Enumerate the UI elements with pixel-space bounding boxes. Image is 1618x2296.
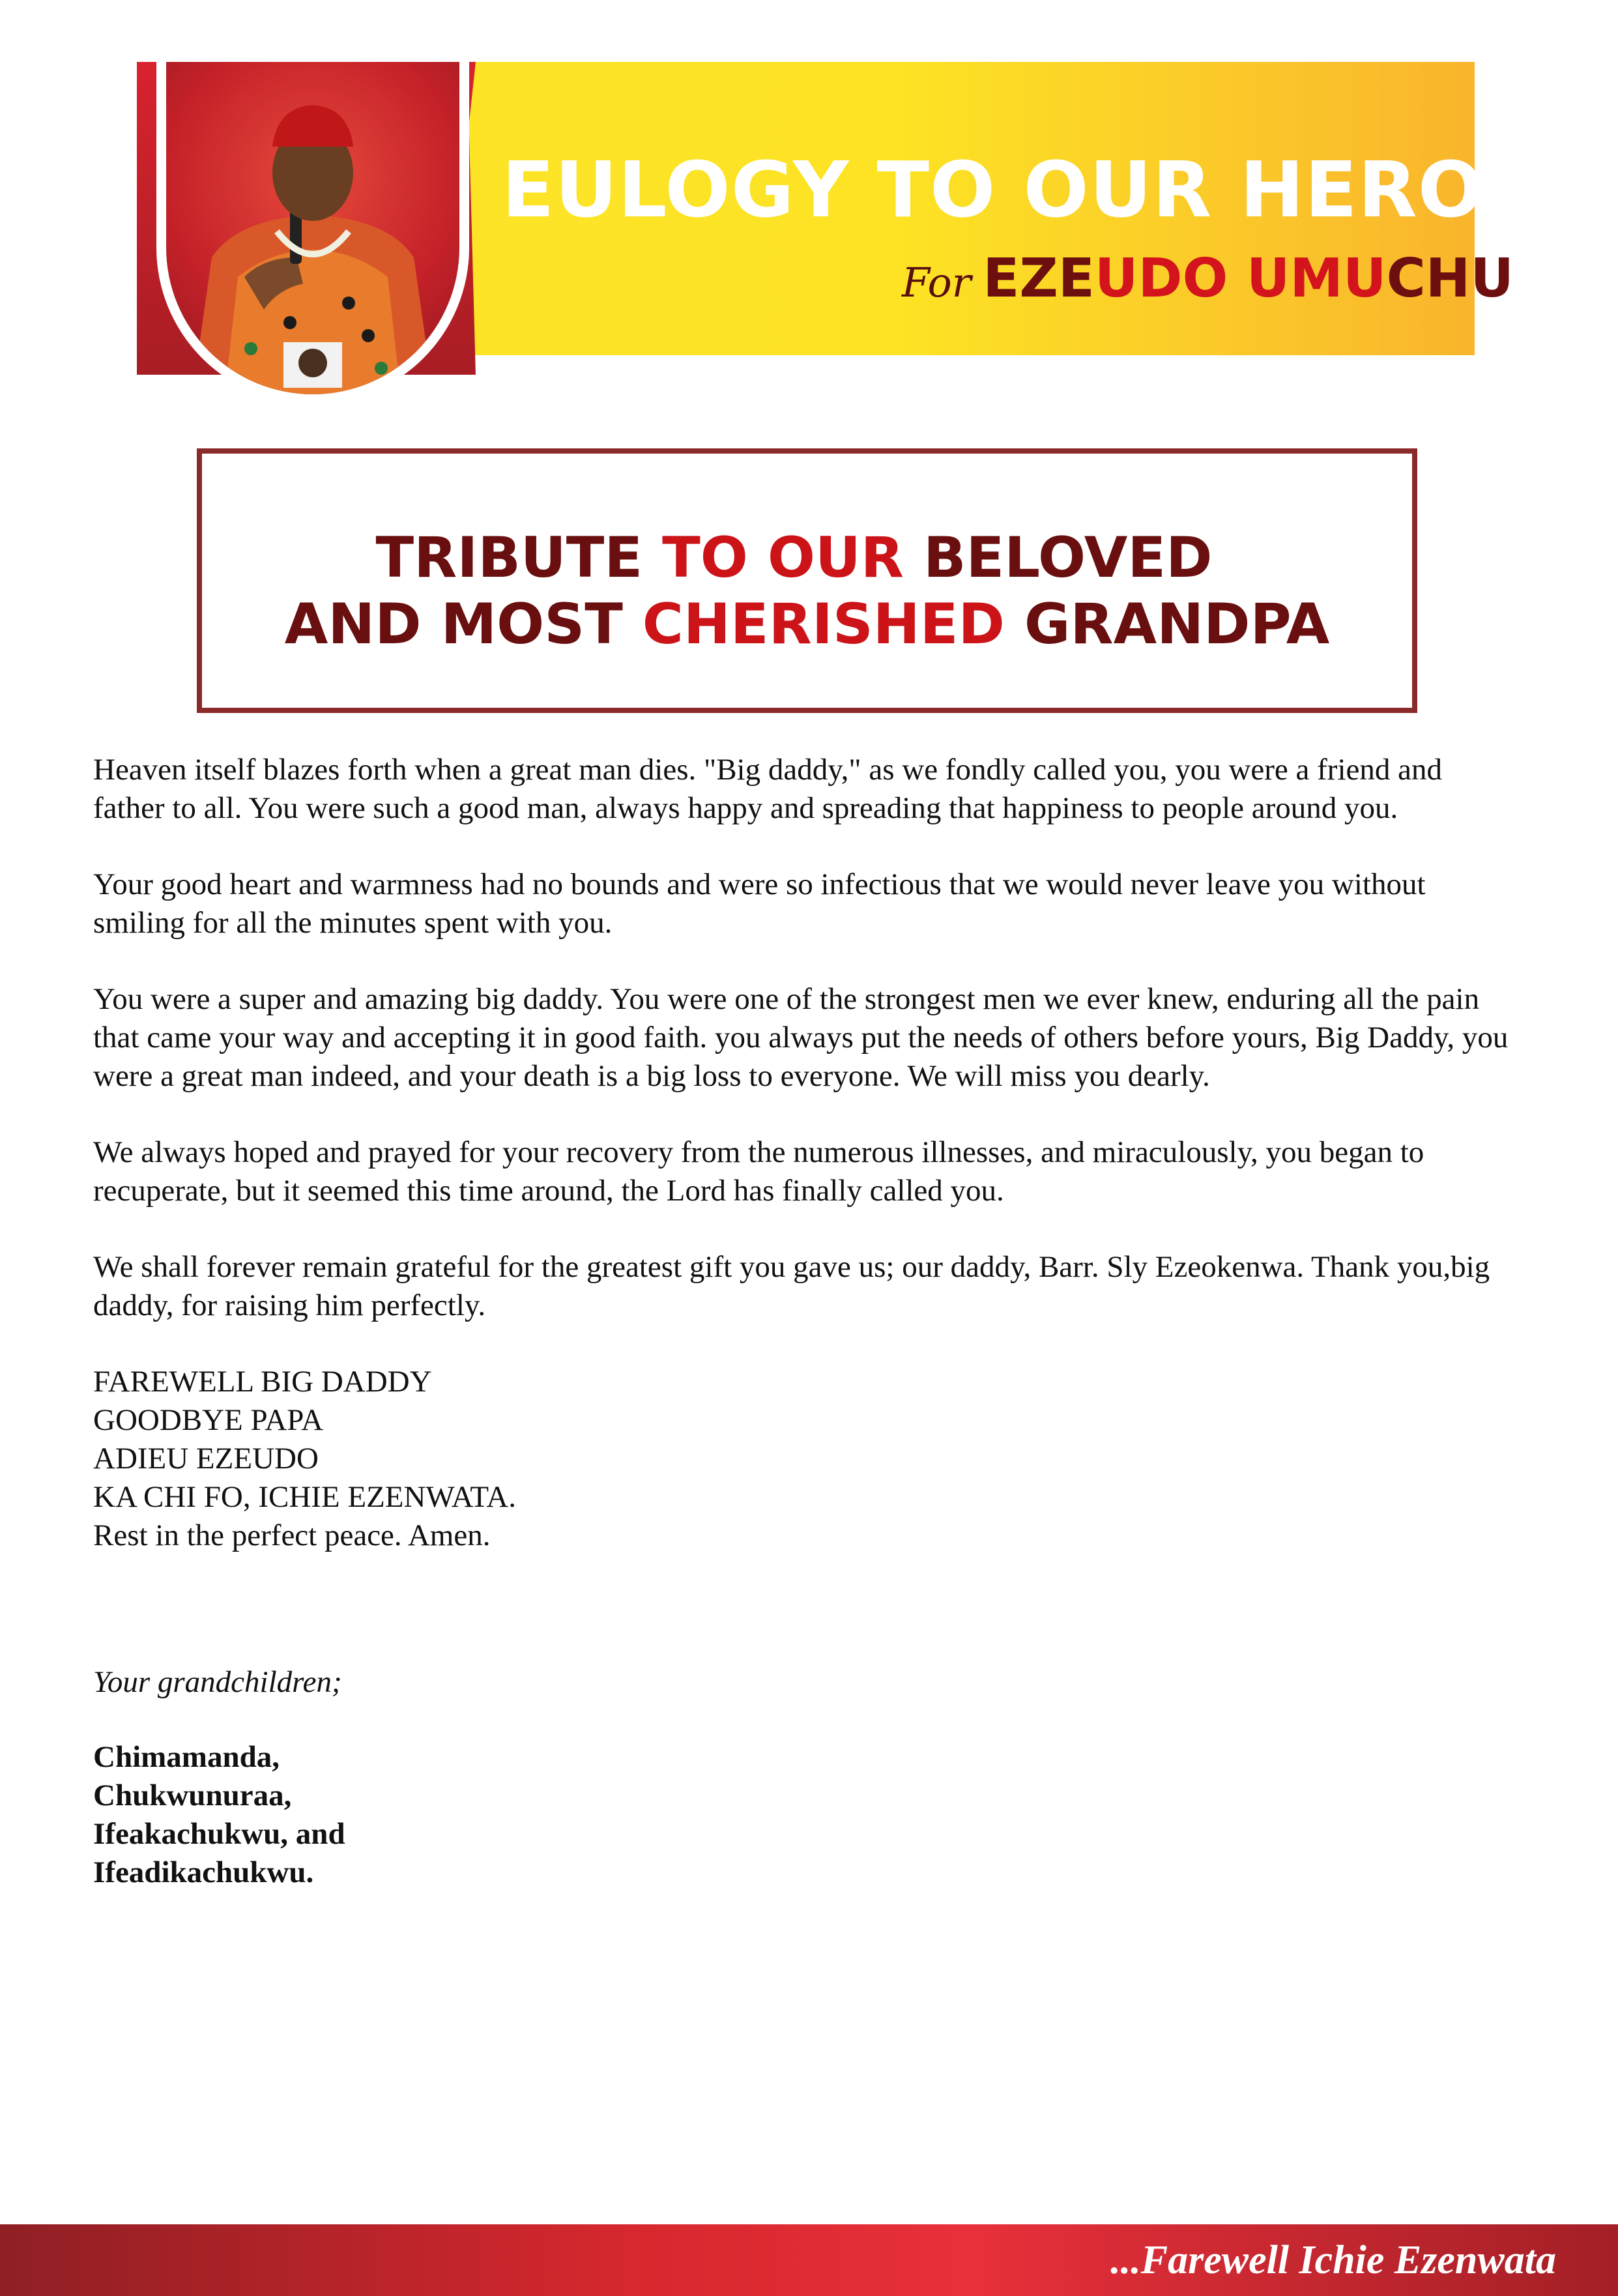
tribute-word-beloved: BELOVED: [923, 525, 1213, 590]
farewell-line: KA CHI FO, ICHIE EZENWATA.: [93, 1480, 516, 1514]
footer-text: ...Farewell Ichie Ezenwata: [1110, 2238, 1556, 2282]
banner-title: EULOGY TO OUR HERO: [502, 145, 1484, 235]
signoff-label: Your grandchildren;: [93, 1665, 342, 1699]
tribute-word-grandpa: GRANDPA: [1024, 592, 1330, 657]
farewell-line: FAREWELL BIG DADDY: [93, 1365, 432, 1399]
tribute-word-tribute: TRIBUTE: [375, 525, 663, 590]
banner-subtitle: [902, 248, 1514, 310]
tribute-heading-box: [197, 448, 1417, 713]
tribute-heading-line-2: [202, 592, 1412, 657]
grandchild-name: Ifeakachukwu, and: [93, 1817, 345, 1851]
grandchild-name: Ifeadikachukwu.: [93, 1855, 314, 1889]
farewell-line: GOODBYE PAPA: [93, 1403, 324, 1437]
for-label: For: [901, 259, 972, 306]
honoree-name-part-3: CHU: [1386, 248, 1514, 310]
paragraph: Your good heart and warmness had no bounds and were so infectious that we would never leave you without smiling for all the minutes spent with you.: [93, 867, 1426, 940]
grandchildren-names: [93, 1738, 345, 1892]
footer-bar: [0, 2224, 1618, 2296]
paragraph: We shall forever remain grateful for the greatest gift you gave us; our daddy, Barr. Sly Ezeokenwa. Thank you,big daddy, for raising him perfectly.: [93, 1250, 1490, 1322]
farewell-line: ADIEU EZEUDO: [93, 1442, 319, 1475]
person-portrait-icon: [166, 62, 459, 394]
paragraph: You were a super and amazing big daddy. You were one of the strongest men we ever knew, enduring all the pain that came your way and accepting it in good faith. you always put the needs of others before yours, Big Daddy, you were a great man indeed, and your death is a big loss to everyone. We will miss you dearly.: [93, 982, 1509, 1093]
farewell-lines: [93, 1363, 1520, 1555]
farewell-line: Rest in the perfect peace. Amen.: [93, 1519, 491, 1552]
honoree-name-part-2: UDO UMU: [1094, 248, 1387, 310]
tribute-word-cherished: CHERISHED: [642, 592, 1024, 657]
paragraph: We always hoped and prayed for your recovery from the numerous illnesses, and miraculously, you began to recuperate, but it seemed this time around, the Lord has finally called you.: [93, 1135, 1424, 1208]
tribute-word-and-most: AND MOST: [284, 592, 643, 657]
grandchild-name: Chukwunuraa,: [93, 1779, 292, 1812]
portrait-photo: [166, 62, 459, 394]
grandchild-name: Chimamanda,: [93, 1740, 280, 1774]
paragraph: Heaven itself blazes forth when a great man dies. "Big daddy," as we fondly called you, you were a friend and father to all. You were such a good man, always happy and spreading that happiness to people around you.: [93, 753, 1442, 825]
honoree-name-part-1: EZE: [983, 248, 1095, 310]
tribute-word-to-our: TO OUR: [662, 525, 923, 590]
tribute-heading-line-1: [189, 525, 1399, 590]
eulogy-body: [93, 751, 1520, 1555]
